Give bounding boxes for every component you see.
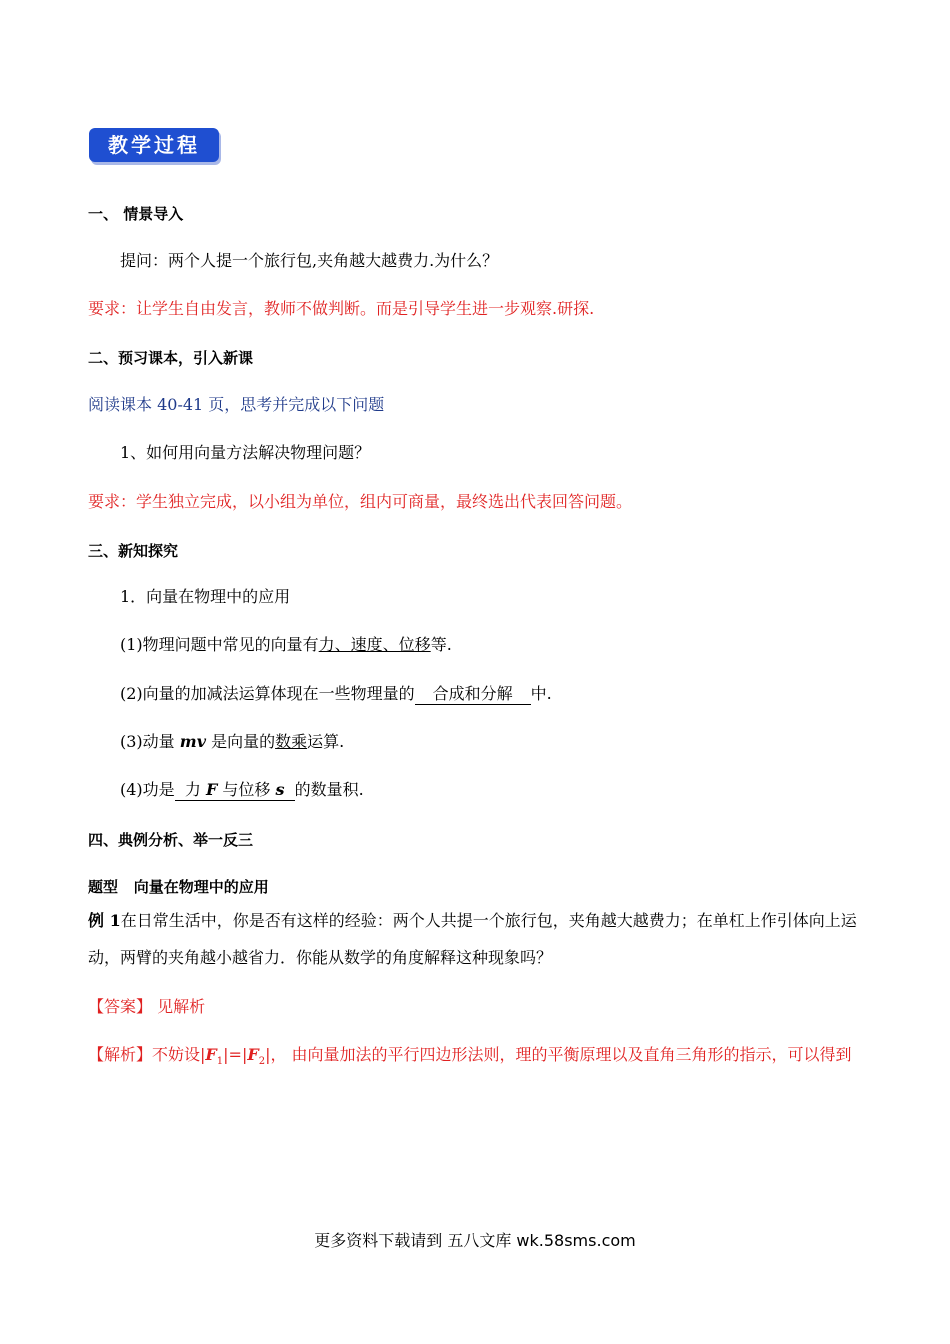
analysis-mid: |=|: [223, 1045, 248, 1064]
analysis-label: 【解析】: [88, 1045, 153, 1064]
heading-intro: 一、 情景导入: [88, 205, 184, 223]
heading-explore: 三、新知探究: [88, 542, 179, 560]
item-2-end: 中.: [530, 684, 552, 703]
explore-item-2: [120, 683, 552, 705]
item-4-answer-b: 与位移: [217, 780, 276, 799]
analysis-sub1: 1: [216, 1056, 224, 1068]
answer-text: 见解析: [157, 997, 206, 1016]
example-label: 例 1: [88, 911, 121, 930]
preview-question: 1、如何用向量方法解决物理问题？: [120, 443, 371, 462]
example-1: [88, 902, 864, 976]
intro-requirement: 要求：让学生自由发言，教师不做判断。而是引导学生进一步观察.研探.: [88, 299, 595, 318]
item-1-answer: 力、速度、位移: [318, 635, 431, 654]
answer-label: 【答案】: [88, 997, 153, 1016]
item-3-text: (3)动量: [120, 732, 180, 751]
reading-instruction: 阅读课本 40-41 页，思考并完成以下问题: [88, 395, 385, 414]
item-3-end: 运算.: [307, 732, 345, 751]
item-4-end: 的数量积.: [294, 780, 364, 799]
type-title: 向量在物理中的应用: [133, 878, 269, 896]
item-4-answer: [175, 780, 295, 801]
item-4-answer-f: F: [205, 780, 218, 799]
footer-link[interactable]: 更多资料下载请到 五八文库 wk.58sms.com: [314, 1231, 636, 1250]
heading-examples: 四、典例分析、举一反三: [88, 831, 254, 849]
analysis-pre: 不妨设|: [152, 1045, 206, 1064]
item-4-answer-s: s: [275, 780, 285, 799]
item-3-var: mv: [179, 732, 206, 751]
item-4-answer-a: 力: [184, 780, 206, 799]
example-text: 在日常生活中，你是否有这样的经验：两个人共提一个旅行包，夹角越大越费力；在单杠上作引体向上运动，两臂的夹角越小越省力．你能从数学的角度解释这种现象吗？: [88, 911, 857, 967]
item-4-text: (4)功是: [120, 780, 175, 799]
analysis-text: |， 由向量加法的平行四边形法则，理的平衡原理以及直角三角形的指示，可以得到: [265, 1045, 852, 1064]
explore-item-1: [120, 634, 452, 656]
preview-requirement: 要求：学生独立完成，以小组为单位，组内可商量，最终选出代表回答问题。: [88, 492, 633, 511]
type-label: 题型: [88, 878, 119, 896]
intro-question: 提问：两个人提一个旅行包,夹角越大越费力.为什么？: [120, 251, 499, 270]
analysis-sub2: 2: [258, 1056, 266, 1068]
analysis-f2: F: [247, 1045, 259, 1064]
analysis-f1: F: [205, 1045, 217, 1064]
item-1-text: (1)物理问题中常见的向量有: [120, 635, 319, 654]
item-2-text: (2)向量的加减法运算体现在一些物理量的: [120, 684, 415, 703]
explore-item-3: [120, 731, 344, 753]
question-type: [88, 876, 269, 898]
section-badge: 教学过程: [89, 128, 219, 162]
item-3-mid: 是向量的: [206, 732, 276, 751]
item-3-answer: 数乘: [275, 732, 308, 751]
answer-line: [88, 996, 205, 1018]
item-2-answer: 合成和分解: [415, 684, 531, 705]
item-1-end: 等.: [430, 635, 452, 654]
explore-item-4: [120, 779, 364, 801]
analysis: [88, 1036, 864, 1081]
heading-preview: 二、预习课本，引入新课: [88, 349, 254, 367]
explore-title: 1．向量在物理中的应用: [120, 587, 291, 606]
